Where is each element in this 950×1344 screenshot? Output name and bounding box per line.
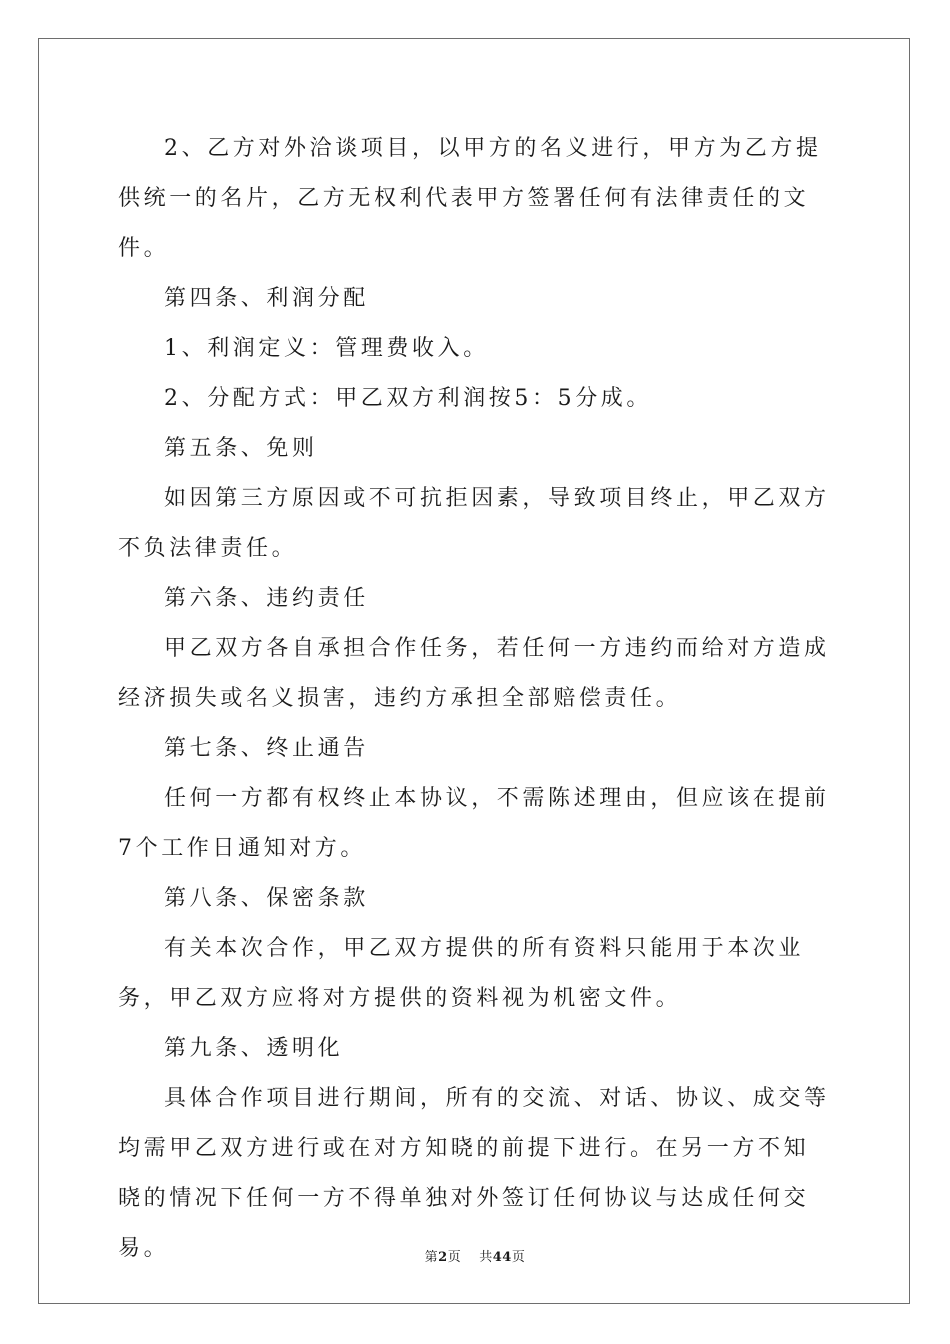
page-footer — [0, 1246, 950, 1265]
paragraph: 2、分配方式：甲乙双方利润按5：5分成。 — [164, 386, 652, 411]
total-prefix: 共 — [479, 1250, 493, 1265]
section-heading: 第五条、免则 — [164, 436, 318, 461]
section-heading: 第七条、终止通告 — [164, 736, 369, 761]
section-heading: 第八条、保密条款 — [164, 886, 369, 911]
paragraph: 任何一方都有权终止本协议，不需陈述理由，但应该在提前7个工作日通知对方。 — [118, 786, 830, 861]
total-suffix: 页 — [511, 1250, 526, 1265]
page-prefix: 第 — [424, 1250, 439, 1265]
section-heading: 第九条、透明化 — [164, 1036, 344, 1061]
paragraph: 具体合作项目进行期间，所有的交流、对话、协议、成交等均需甲乙双方进行或在对方知晓的前提下进行。在另一方不知晓的情况下任何一方不得单独对外签订任何协议与达成任何交易。 — [118, 1086, 830, 1261]
page-number: 2 — [438, 1250, 448, 1265]
paragraph: 有关本次合作，甲乙双方提供的所有资料只能用于本次业务，甲乙双方应将对方提供的资料视为机密文件。 — [118, 936, 805, 1011]
section-heading: 第六条、违约责任 — [164, 586, 369, 611]
paragraph: 甲乙双方各自承担合作任务，若任何一方违约而给对方造成经济损失或名义损害，违约方承担全部赔偿责任。 — [118, 636, 830, 711]
total-pages: 44 — [492, 1250, 512, 1265]
paragraph: 1、利润定义：管理费收入。 — [164, 336, 489, 361]
page-suffix: 页 — [447, 1250, 462, 1265]
paragraph: 如因第三方原因或不可抗拒因素，导致项目终止，甲乙双方不负法律责任。 — [118, 486, 830, 561]
document-body — [118, 124, 834, 1274]
paragraph: 2、乙方对外洽谈项目，以甲方的名义进行，甲方为乙方提供统一的名片，乙方无权利代表甲方签署任何有法律责任的文件。 — [118, 136, 822, 261]
section-heading: 第四条、利润分配 — [164, 286, 369, 311]
